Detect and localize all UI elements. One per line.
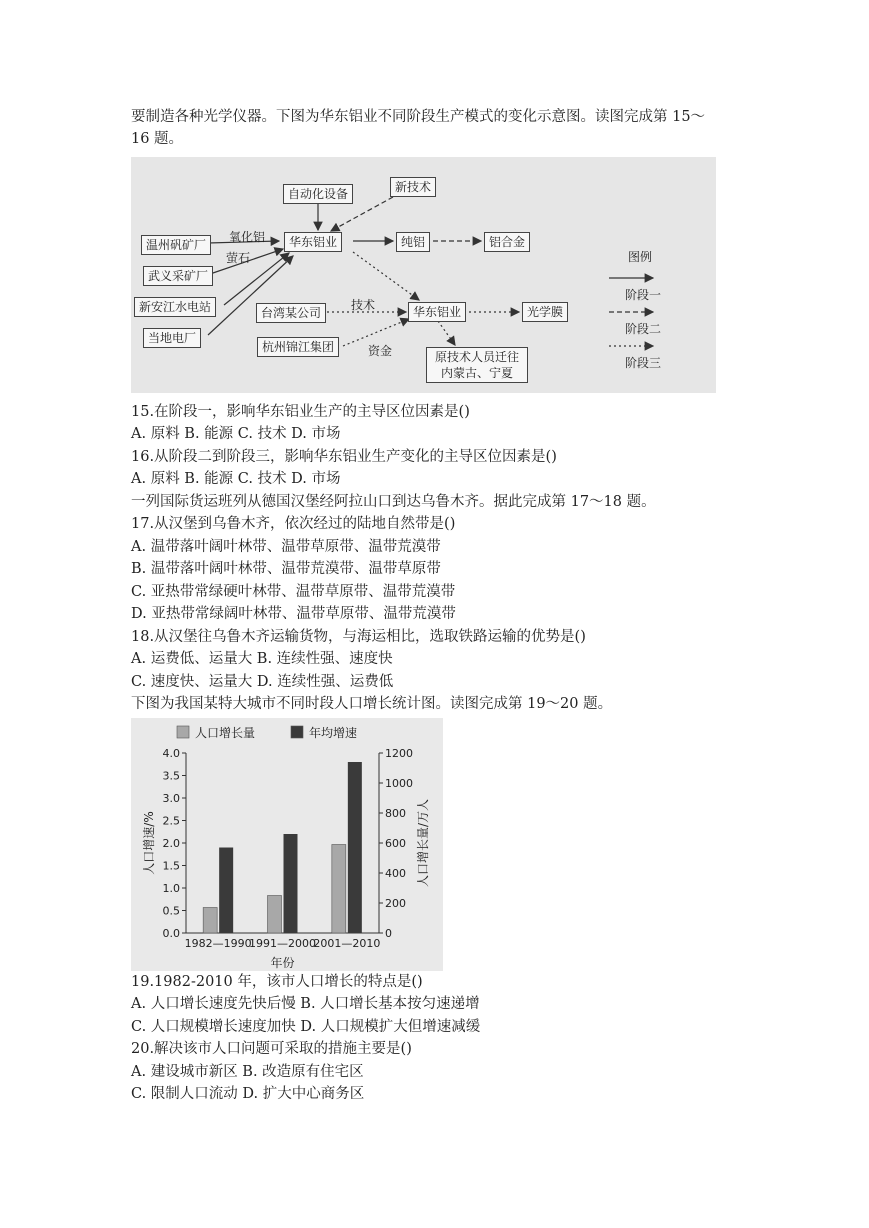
y-tick-label-right: 400 [385, 867, 406, 880]
box-optical-film: 光学膜 [522, 302, 568, 322]
box-huadong-1: 华东铝业 [284, 232, 342, 252]
x-tick-label: 2001—2010 [313, 937, 381, 950]
population-growth-chart [131, 718, 443, 971]
bar-annual-growth-rate [284, 834, 298, 933]
q18-stem: 18.从汉堡往乌鲁木齐运输货物，与海运相比，选取铁路运输的优势是() [131, 629, 586, 645]
q17-option-c: C. 亚热带常绿硬叶林带、温带草原带、温带荒漠带 [131, 584, 456, 600]
y-tick-label-right: 200 [385, 897, 406, 910]
box-hangzhou: 杭州锦江集团 [257, 337, 339, 357]
q19-intro: 下图为我国某特大城市不同时段人口增长统计图。读图完成第 19～20 题。 [131, 696, 613, 712]
bar-annual-growth-rate [219, 848, 233, 934]
label-fluorite: 萤石 [226, 251, 251, 265]
box-huadong-2: 华东铝业 [408, 302, 466, 322]
box-migrate-line-2: 内蒙古、宁夏 [441, 366, 514, 380]
box-local-power: 当地电厂 [143, 328, 201, 348]
legend-label: 人口增长量 [195, 726, 256, 740]
arrow-migrate [438, 321, 455, 345]
q17-option-a: A. 温带落叶阔叶林带、温带草原带、温带荒漠带 [131, 539, 441, 555]
q20-options-ab: A. 建设城市新区 B. 改造原有住宅区 [131, 1064, 364, 1080]
arrow-local-power [208, 256, 293, 335]
legend-stage3: 阶段三 [625, 356, 662, 370]
box-al-alloy: 铝合金 [484, 232, 530, 252]
arrow-to-huadong2 [353, 252, 419, 300]
intro-line-1: 要制造各种光学仪器。下图为华东铝业不同阶段生产模式的变化示意图。读图完成第 15～ [131, 109, 706, 125]
q18-options-cd: C. 速度快、运量大 D. 连续性强、运费低 [131, 674, 394, 690]
y-tick-label-left: 1.5 [162, 859, 180, 873]
chart-svg [131, 718, 443, 971]
y-tick-label-left: 0.5 [162, 904, 180, 918]
legend-swatch [177, 726, 189, 738]
legend-stage1: 阶段一 [625, 288, 662, 302]
label-tech: 技术 [351, 298, 376, 312]
box-migrate [426, 347, 528, 383]
box-taiwan: 台湾某公司 [256, 303, 326, 323]
y-tick-label-left: 0.0 [162, 927, 180, 940]
box-new-tech: 新技术 [390, 177, 436, 197]
q17-option-b: B. 温带落叶阔叶林带、温带荒漠带、温带草原带 [131, 561, 441, 577]
y-tick-label-left: 3.5 [162, 769, 180, 783]
q16-options: A. 原料 B. 能源 C. 技术 D. 市场 [131, 471, 341, 487]
x-axis-label: 年份 [270, 956, 295, 970]
y-tick-label-right: 600 [385, 837, 406, 850]
bar-population-increase [203, 908, 217, 934]
y-tick-label-left: 1.0 [162, 882, 180, 895]
legend-stage2: 阶段二 [625, 322, 662, 336]
x-tick-label: 1991—2000 [249, 937, 316, 950]
bar-population-increase [268, 896, 282, 934]
legend-label: 年均增速 [309, 726, 358, 740]
x-tick-label: 1982—1990 [184, 937, 252, 950]
box-wuyi: 武义采矿厂 [143, 266, 213, 286]
y-tick-label-left: 3.0 [162, 792, 180, 805]
box-automation: 自动化设备 [283, 184, 353, 204]
y-tick-label-right: 1200 [385, 747, 413, 760]
q17-option-d: D. 亚热带常绿阔叶林带、温带草原带、温带荒漠带 [131, 606, 456, 622]
q16-stem: 16.从阶段二到阶段三，影响华东铝业生产变化的主导区位因素是() [131, 449, 557, 465]
box-migrate-line-1: 原技术人员迁往 [435, 350, 520, 364]
intro-line-2: 16 题。 [131, 131, 184, 147]
q19-stem: 19.1982-2010 年，该市人口增长的特点是() [131, 974, 423, 990]
label-alumina: 氧化铝 [229, 230, 266, 244]
y-tick-label-left: 2.0 [162, 837, 180, 850]
q18-options-ab: A. 运费低、运量大 B. 连续性强、速度快 [131, 651, 393, 667]
bar-population-increase [332, 845, 346, 934]
y-tick-label-left: 4.0 [162, 747, 180, 760]
y-axis-label-right: 人口增长量/万人 [416, 798, 430, 888]
y-tick-label-right: 1000 [385, 777, 413, 790]
legend-title: 图例 [628, 250, 653, 264]
q15-stem: 15.在阶段一，影响华东铝业生产的主导区位因素是() [131, 404, 470, 420]
box-wenzhou: 温州矾矿厂 [141, 235, 211, 255]
y-tick-label-right: 0 [385, 927, 392, 940]
q17-stem: 17.从汉堡到乌鲁木齐，依次经过的陆地自然带是() [131, 516, 456, 532]
box-xinanjiang: 新安江水电站 [134, 297, 216, 317]
legend-swatch [291, 726, 303, 738]
q19-options-cd: C. 人口规模增长速度加快 D. 人口规模扩大但增速减缓 [131, 1019, 481, 1035]
q15-options: A. 原料 B. 能源 C. 技术 D. 市场 [131, 426, 341, 442]
y-tick-label-left: 2.5 [162, 814, 180, 828]
bar-annual-growth-rate [348, 762, 362, 933]
box-pure-al: 纯铝 [396, 232, 430, 252]
q20-options-cd: C. 限制人口流动 D. 扩大中心商务区 [131, 1086, 365, 1102]
q19-options-ab: A. 人口增长速度先快后慢 B. 人口增长基本按匀速递增 [131, 996, 480, 1012]
production-mode-diagram [131, 157, 716, 393]
q20-stem: 20.解决该市人口问题可采取的措施主要是() [131, 1041, 412, 1057]
y-axis-label-left: 人口增速/% [142, 811, 156, 875]
label-capital: 资金 [368, 344, 393, 358]
y-tick-label-right: 800 [385, 807, 406, 820]
q17-intro: 一列国际货运班列从德国汉堡经阿拉山口到达乌鲁木齐。据此完成第 17～18 题。 [131, 494, 656, 510]
